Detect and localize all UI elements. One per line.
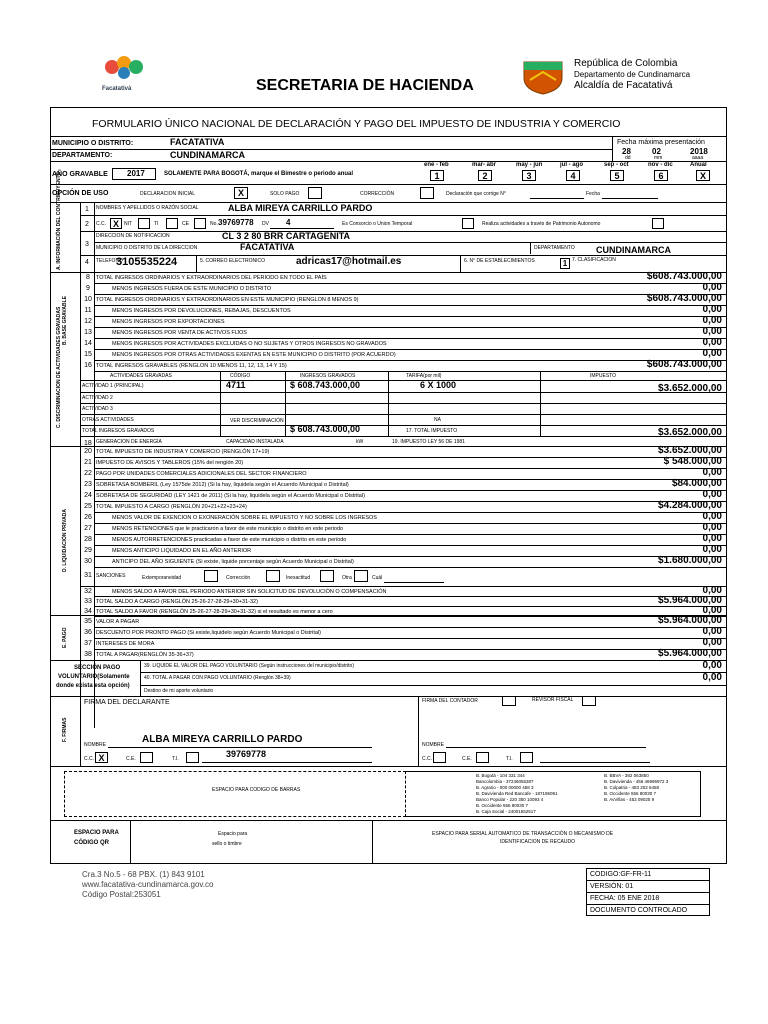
row-10-num: 10	[84, 296, 92, 303]
row-39-label: 39. LIQUIDE EL VALOR DEL PAGO VOLUNTARIO (Según instrucciones del municipio/distrito)	[144, 663, 354, 669]
firma-cc-checkbox[interactable]	[95, 752, 108, 763]
doc-value[interactable]: 39769778	[218, 218, 254, 227]
estab-label: 6. N° DE ESTABLECIMIENTOS	[464, 258, 535, 264]
row-20-label: TOTAL IMPUESTO DE INDUSTRIA Y COMERCIO (RENGLÓN 17+19)	[96, 449, 270, 455]
row-32-num: 32	[84, 588, 92, 595]
header-impuesto: IMPUESTO	[590, 373, 617, 379]
solo-bogota-label: SOLAMENTE PARA BOGOTÁ, marque el Bimestre o periodo anual	[164, 171, 354, 177]
control-codigo: CODIGO:GF-FR-11	[590, 871, 652, 878]
serial-label-2: IDENTIFICACION DE RECAUDO	[500, 839, 576, 845]
period-label-7: Anual	[690, 162, 707, 168]
dd-label: dd	[625, 155, 631, 161]
header-actividades: ACTIVIDADES GRAVADAS	[110, 373, 172, 379]
correccion-label: CORRECCIÓN	[360, 191, 395, 197]
row-34-value[interactable]: 0,00	[702, 605, 722, 616]
banco-item: B. Agrario - 000 00000 458 3	[476, 785, 534, 790]
solo-pago-checkbox[interactable]	[308, 187, 322, 199]
ano-text: 2017	[127, 169, 145, 178]
row-11-num: 11	[84, 307, 92, 314]
row-25-num: 25	[84, 503, 92, 510]
row-18-num: 18	[84, 440, 92, 447]
correccion-sancion-checkbox[interactable]	[266, 570, 280, 582]
row-20-value[interactable]: $3.652.000,00	[658, 445, 722, 456]
row-30-value[interactable]: $1.680.000,00	[658, 555, 722, 566]
period-checkbox-7[interactable]	[696, 170, 710, 181]
row-12-label: MENOS INGRESOS POR EXPORTACIONES	[112, 319, 225, 325]
row-29-num: 29	[84, 547, 92, 554]
logo-text: Facatativá	[102, 86, 132, 92]
nombre-contador-label: NOMBRE	[422, 742, 444, 748]
secretaria-title: SECRETARIA DE HACIENDA	[256, 77, 474, 94]
departamento-value[interactable]: CUNDINAMARCA	[170, 150, 245, 160]
ti-label: TI	[154, 221, 159, 227]
dv-value[interactable]: 4	[286, 218, 291, 227]
period-checkbox-1[interactable]	[430, 170, 444, 181]
period-checkbox-5[interactable]	[610, 170, 624, 181]
row-37-label: INTERESES DE MORA	[96, 641, 155, 647]
row-24-value[interactable]: 0,00	[702, 489, 722, 500]
row-8-label: TOTAL INGRESOS ORDINARIOS Y EXTRAORDINARIOS DEL PERIODO EN TODO EL PAÍS	[96, 275, 327, 281]
row-8-num: 8	[86, 274, 90, 281]
row-22-num: 22	[84, 470, 92, 477]
qr-label-1: ESPACIO PARA	[74, 830, 119, 836]
row-1-num: 1	[85, 206, 89, 213]
period-num-3: 3	[526, 171, 532, 181]
consorcio-label: Es Consorcio o Union Temporal	[342, 221, 413, 227]
row-37-value[interactable]: 0,00	[702, 637, 722, 648]
nit-label: NIT	[124, 221, 133, 227]
patrimonio-checkbox[interactable]	[652, 218, 664, 229]
row-9-num: 9	[86, 285, 90, 292]
departamento-header: Departamento de Cundinamarca	[574, 70, 691, 79]
nombre-firma-label: NOMBRE	[84, 742, 106, 748]
row-35-num: 35	[84, 618, 92, 625]
qr-label-2: CÓDIGO QR	[74, 840, 110, 846]
nit-checkbox[interactable]	[138, 218, 150, 229]
impuesto-ley-label: 19. IMPUESTO LEY 56 DE 1981	[392, 439, 465, 445]
kw-label: kW	[356, 439, 364, 445]
dv-label: DV	[262, 221, 269, 227]
row-23-label: SOBRETASA BOMBERIL (Ley 1575de 2012) (Si la hay, liquidela según el Acuerdo Municipal o Distrital)	[96, 482, 349, 488]
section-b-label: B. BASE GRAVABLE	[62, 296, 68, 345]
section-c-label: C. DISCRIMINACION DE ACTIVIDADES GRAVADAS	[56, 306, 62, 428]
ano-value[interactable]	[112, 168, 156, 180]
row-36-label: DESCUENTO POR PRONTO PAGO (Si existe,liquidelo según Acuerdo Municipal o Distrital)	[96, 630, 321, 636]
row-10-label: TOTAL INGRESOS ORDINARIOS Y EXTRAORDINARIOS EN ESTE MUNICIPIO (RENGLON 8 MENOS 9)	[96, 297, 359, 303]
inicial-mark: X	[237, 188, 244, 198]
row-13-label: MENOS INGRESOS POR VENTA DE ACTIVOS FIJOS	[112, 330, 247, 336]
period-num-7: X	[699, 171, 706, 181]
sello-label-2: sello o timbre	[212, 841, 242, 847]
cc-mark: X	[112, 219, 119, 229]
period-num-6: 6	[658, 171, 664, 181]
ano-label: AÑO GRAVABLE	[52, 171, 108, 178]
footer-address: Cra.3 No.5 - 68 PBX. (1) 843 9101	[82, 870, 205, 879]
row-28-num: 28	[84, 536, 92, 543]
row-34-num: 34	[84, 608, 92, 615]
banco-item: B. Bogotá - 104 331 344	[476, 773, 525, 778]
contador-ce-label: C.E.	[462, 756, 472, 762]
form-title: FORMULARIO ÚNICO NACIONAL DE DECLARACIÓN Y PAGO DEL IMPUESTO DE INDUSTRIA Y COMERCIO	[92, 118, 621, 130]
footer-website[interactable]: www.facatativa-cundinamarca.gov.co	[82, 880, 214, 889]
alcaldia-label: Alcaldía de Facatativá	[574, 80, 673, 91]
section-f-label: F. FIRMAS	[62, 717, 68, 742]
fecha-dd: 28	[622, 147, 631, 156]
row-23-num: 23	[84, 481, 92, 488]
row-33-num: 33	[84, 598, 92, 605]
control-documento: DOCUMENTO CONTROLADO	[590, 907, 688, 914]
extemp-label: Extemporaneidad	[142, 575, 182, 581]
contador-ce-checkbox[interactable]	[476, 752, 489, 763]
banco-item: B. Occidente 556 80030 7	[604, 791, 657, 796]
municipio-value[interactable]: FACATATIVA	[170, 137, 225, 147]
direccion-value[interactable]: CL 3 2 80 BRR CARTAGENITA	[222, 231, 351, 241]
banco-item: B. BBVA - 382 063850	[604, 773, 649, 778]
row-15-label: MENOS INGRESOS POR OTRAS ACTIVIDADES EXENTAS EN ESTE MUNICIPIO O DISTRITO (POR ACUERDO)	[112, 352, 396, 358]
row-16-num: 16	[84, 362, 92, 369]
banco-item: B. Occidente 556 80030 7	[476, 803, 529, 808]
period-checkbox-3[interactable]	[522, 170, 536, 181]
extemp-checkbox[interactable]	[204, 570, 218, 582]
row-22-label: PAGO POR UNIDADES COMERCIALES ADICIONALES DEL SECTOR FINANCIERO	[96, 471, 307, 477]
row-16-value[interactable]: $608.743.000,00	[646, 359, 722, 370]
period-label-4: jul - ago	[560, 162, 583, 168]
period-checkbox-6[interactable]	[654, 170, 668, 181]
row-29-value[interactable]: 0,00	[702, 544, 722, 555]
telefono-value[interactable]: 3105535224	[116, 256, 178, 268]
row-16-label: TOTAL INGRESOS GRAVABLES (RENGLON 10 MENOS 11, 12, 13, 14 Y 15)	[96, 363, 287, 369]
consorcio-checkbox[interactable]	[462, 218, 474, 229]
patrimonio-label: Realiza actividades a través de Patrimonio Autonomo	[482, 221, 601, 227]
section-e-label: E. PAGO	[62, 627, 68, 648]
period-num-1: 1	[434, 171, 440, 181]
row-26-num: 26	[84, 514, 92, 521]
row-11-label: MENOS INGRESOS POR DEVOLUCIONES, REBAJAS, DESCUENTOS	[112, 308, 291, 314]
row-27-value[interactable]: 0,00	[702, 522, 722, 533]
row-25-label: TOTAL IMPUESTO A CARGO (RENGLÓN 20+21+22+23+24)	[96, 504, 247, 510]
row-38-label: TOTAL A PAGAR(RENGLÓN 35-36+37)	[96, 652, 194, 658]
na-label: NA	[434, 417, 441, 423]
contador-cc-label: C.C.	[422, 756, 432, 762]
row-12-num: 12	[84, 318, 92, 325]
control-version: VERSIÓN: 01	[590, 883, 634, 890]
row-14-label: MENOS INGRESOS POR ACTIVIDADES EXCLUIDAS O NO SUJETAS Y OTROS INGRESOS NO GRAVADOS	[112, 341, 387, 347]
depto-label: DEPARTAMENTO	[534, 245, 575, 251]
row-27-label: MENOS RETENCIONES que le practicaron a favor de este municipio o distrito en este periodo	[112, 526, 344, 532]
fecha-aaaa: 2018	[690, 147, 708, 156]
clasif-label: 7. CLASIFICACION	[572, 257, 616, 263]
act3-label: ACTIVIDAD 3	[82, 406, 113, 412]
revisor-checkbox[interactable]	[582, 696, 596, 706]
row-26-value[interactable]: 0,00	[702, 511, 722, 522]
mun-dir-label: MUNICIPIO O DISTRITO DE LA DIRECCION	[96, 245, 198, 251]
row-32-label: MENOS SALDO A FAVOR DEL PERIODO ANTERIOR SIN SOLICITUD DE DEVOLUCIÓN O COMPENSACIÓN	[112, 589, 387, 595]
voluntario-label-3: donde exista esta opción)	[56, 683, 130, 689]
opcion-label: OPCIÓN DE USO	[52, 190, 109, 197]
escudo-icon	[520, 56, 566, 96]
row-10-value[interactable]: $608.743.000,00	[646, 293, 722, 304]
row-24-num: 24	[84, 492, 92, 499]
voluntario-label-1: SECCIÓN PAGO	[74, 665, 121, 671]
capacidad-label: CAPACIDAD INSTALADA	[226, 439, 284, 445]
contador-cc-checkbox[interactable]	[433, 752, 446, 763]
row-29-label: MENOS ANTICIPO LIQUIDADO EN EL AÑO ANTERIOR	[112, 548, 252, 554]
cc-label: C.C.	[96, 221, 106, 227]
ce-checkbox[interactable]	[194, 218, 206, 229]
row-21-num: 21	[84, 459, 92, 466]
act1-impuesto[interactable]: $3.652.000,00	[658, 383, 722, 394]
row-9-label: MENOS INGRESOS FUERA DE ESTE MUNICIPIO O DISTRITO	[112, 286, 272, 292]
row-30-num: 30	[84, 558, 92, 565]
ti-checkbox[interactable]	[166, 218, 178, 229]
row-27-num: 27	[84, 525, 92, 532]
row-40-value[interactable]: 0,00	[702, 672, 722, 683]
row-28-value[interactable]: 0,00	[702, 533, 722, 544]
inicial-label: DECLARACION INICIAL	[140, 191, 196, 197]
depto-value[interactable]: CUNDINAMARCA	[596, 245, 671, 255]
row-34-label: TOTAL SALDO A FAVOR (RENGLÓN 25-26-27-28-29+30+31-32) si el resultado es menor a cero	[96, 609, 333, 615]
period-checkbox-4[interactable]	[566, 170, 580, 181]
row-21-value[interactable]: $ 548.000,00	[663, 456, 722, 467]
banco-item: Banco Popular - 220 350 10093 4	[476, 797, 544, 802]
nombre-firma-value[interactable]: ALBA MIREYA CARRILLO PARDO	[142, 734, 303, 745]
row-13-num: 13	[84, 329, 92, 336]
otra-label: Otra	[342, 575, 352, 581]
period-label-1: ene - feb	[424, 162, 449, 168]
section-d-label: D. LIQUIDACIÓN PRIVADA	[62, 509, 68, 572]
row-4-num: 4	[85, 259, 89, 266]
row-22-value[interactable]: 0,00	[702, 467, 722, 478]
municipio-label: MUNICIPIO O DISTRITO:	[52, 140, 134, 147]
republica-label: República de Colombia	[574, 58, 678, 69]
row-33-label: TOTAL SALDO A CARGO (RENGLÓN 25-26-27-28-29+30+31-32)	[96, 599, 258, 605]
period-label-5: sep - oct	[604, 162, 629, 168]
inicial-checkbox[interactable]	[234, 187, 248, 199]
period-checkbox-2[interactable]	[478, 170, 492, 181]
act1-codigo[interactable]: 4711	[226, 380, 246, 390]
solo-pago-label: SOLO PAGO	[270, 191, 300, 197]
row-39-value[interactable]: 0,00	[702, 660, 722, 671]
row-15-value[interactable]: 0,00	[702, 348, 722, 359]
row-36-value[interactable]: 0,00	[702, 626, 722, 637]
row-14-num: 14	[84, 340, 92, 347]
ver-discriminacion[interactable]: VER DISCRIMINACIÓN	[230, 418, 284, 424]
row-20-num: 20	[84, 448, 92, 455]
firma-contador-label: FIRMA DEL CONTADOR	[422, 698, 478, 704]
row-11-value[interactable]: 0,00	[702, 304, 722, 315]
row-23-value[interactable]: $84.000,00	[671, 478, 722, 489]
estab-text: 1	[562, 259, 568, 268]
section-a-label: A. INFORMACIÓN DEL CONTRIBUYENTE	[56, 172, 62, 270]
banco-item: B. Colpatria - 483 202 6458	[604, 785, 660, 790]
firma-ti-checkbox[interactable]	[186, 752, 199, 763]
period-num-4: 4	[570, 171, 576, 181]
row-13-value[interactable]: 0,00	[702, 326, 722, 337]
row-2-num: 2	[85, 221, 89, 228]
row-38-num: 38	[84, 651, 92, 658]
row-33-value[interactable]: $5.964.000,00	[658, 595, 722, 606]
period-num-2: 2	[482, 171, 488, 181]
period-label-3: may - jun	[516, 162, 543, 168]
correo-value[interactable]: adricas17@hotmail.es	[296, 256, 402, 267]
destino-label: Destino de mi aporte voluntario	[144, 688, 214, 694]
row-8-value[interactable]: $608.743.000,00	[646, 271, 722, 282]
header-codigo: CÓDIGO	[230, 373, 251, 379]
revisor-label: REVISOR FISCAL	[532, 697, 574, 703]
total-ingresos-label: TOTAL INGRESOS GRAVADOS	[82, 428, 155, 434]
fecha-corrige-label: Fecha	[586, 191, 600, 197]
banco-item: B. Davivienda - 456 46995972 3	[604, 779, 669, 784]
act2-label: ACTIVIDAD 2	[82, 395, 113, 401]
barcode-label: ESPACIO PARA CODIGO DE BARRAS	[212, 787, 301, 793]
nombre-label: NOMBRES Y APELLIDOS O RAZÓN SOCIAL	[96, 205, 199, 211]
contador-ti-label: T.I.	[506, 756, 513, 762]
firma-ce-label: C.E.	[126, 756, 136, 762]
row-12-value[interactable]: 0,00	[702, 315, 722, 326]
row-15-num: 15	[84, 351, 92, 358]
header-tarifa: TARIFA(por mil)	[406, 373, 442, 379]
serial-label-1: ESPACIO PARA SERIAL AUTOMATICO DE TRANSACCIÓN O MECANISMO DE	[432, 831, 614, 837]
firma-ce-checkbox[interactable]	[140, 752, 153, 763]
row-21-label: IMPUESTO DE AVISOS Y TABLEROS (15% del rengión 20)	[96, 460, 244, 466]
otras-label: OTRAS ACTIVIDADES	[82, 417, 134, 423]
fecha-max-label: Fecha máxima presentación	[617, 139, 705, 146]
banco-item: B. Caja Social - 24001552517	[476, 809, 536, 814]
correo-label: 5. CORREO ELECTRONICO	[200, 258, 266, 264]
act1-label: ACTIVIDAD 1 (PRINCIPAL)	[82, 383, 144, 389]
estab-value[interactable]	[560, 258, 570, 269]
inexactitud-checkbox[interactable]	[320, 570, 334, 582]
fecha-mm: 02	[652, 147, 661, 156]
departamento-label: DEPARTAMENTO:	[52, 152, 113, 159]
cual-label: Cuál	[372, 575, 383, 581]
correccion-sancion-label: Corrección	[226, 575, 251, 581]
period-label-6: nov - dic	[648, 162, 673, 168]
correccion-checkbox[interactable]	[420, 187, 434, 199]
row-40-label: 40. TOTAL A PAGAR CON PAGO VOLUNTARIO (Renglón 38+39)	[144, 675, 291, 681]
period-num-5: 5	[614, 171, 620, 181]
sanciones-label: SANCIONES	[96, 573, 126, 579]
total-ingresos-value[interactable]: $ 608.743.000,00	[290, 424, 361, 434]
control-fecha: FECHA: 05 ENE 2018	[590, 895, 660, 902]
header-ingresos: INGRESOS GRAVADOS	[300, 373, 356, 379]
corrige-label: Declaración que corrige N°	[446, 191, 506, 197]
inexactitud-label: Inexactitud	[286, 575, 311, 581]
mm-label: mm	[654, 155, 663, 161]
row-31-num: 31	[84, 572, 92, 579]
period-label-2: mar- abr	[472, 162, 497, 168]
row-14-value[interactable]: 0,00	[702, 337, 722, 348]
barcode-box	[64, 771, 406, 817]
row-26-label: MENOS VALOR DE EXENCION O EXONERACIÓN SOBRE EL IMPUESTO Y NO SOBRE LOS INGRESOS	[112, 515, 377, 521]
firma-declarante-label: FIRMA DEL DECLARANTE	[84, 699, 170, 706]
row-32-value[interactable]: 0,00	[702, 585, 722, 596]
row-25-value[interactable]: $4.284.000,00	[658, 500, 722, 511]
row-37-num: 37	[84, 640, 92, 647]
row-36-num: 36	[84, 629, 92, 636]
banco-item: B. Davivienda Red Bancafe - 187195091	[476, 791, 558, 796]
row-28-label: MENOS AUTORRETENCIONES practicadas a favor de este municipio o distrito en este periodo	[112, 537, 347, 543]
firma-cc-mark: X	[98, 753, 105, 763]
nombre-value[interactable]: ALBA MIREYA CARRILLO PARDO	[228, 203, 373, 213]
no-label: No.	[210, 221, 218, 227]
firma-cc-label: C.C.	[84, 756, 94, 762]
voluntario-label-2: VOLUNTARIO(Solamente	[58, 674, 130, 680]
total-impuesto-label: 17. TOTAL IMPUESTO	[406, 428, 458, 434]
firma-doc-value[interactable]: 39769778	[226, 749, 267, 759]
row-30-label: ANTICIPO DEL AÑO SIGUIENTE (Si existe, liquide porcentaje según Acuerdo Municipal o Distrital)	[112, 559, 354, 565]
banco-item: B. AvVillas - 453 09025 9	[604, 797, 655, 802]
sello-label-1: Espacio para	[218, 831, 248, 837]
ce-label: CE	[182, 221, 189, 227]
contador-checkbox[interactable]	[502, 696, 516, 706]
banco-item: Bancolombia - 37246055387	[476, 779, 534, 784]
row-38-value[interactable]: $5.964.000,00	[658, 648, 722, 659]
act1-tarifa[interactable]: 6 X 1000	[420, 380, 457, 390]
row-9-value[interactable]: 0,00	[702, 282, 722, 293]
telefono-label: TELEFONO	[96, 258, 123, 264]
row-35-value[interactable]: $5.964.000,00	[658, 615, 722, 626]
energia-label: GENERACION DE ENERGÍA	[96, 439, 162, 445]
total-impuesto-value[interactable]: $3.652.000,00	[658, 427, 722, 438]
cc-checkbox[interactable]	[110, 218, 122, 229]
footer-postal: Código Postal:253051	[82, 890, 161, 899]
row-3-num: 3	[85, 241, 89, 248]
act1-ingresos[interactable]: $ 608.743.000,00	[290, 380, 361, 390]
direccion-label: DIRECCION DE NOTIFICACION	[96, 233, 170, 239]
aaaa-label: aaaa	[692, 155, 704, 161]
mun-dir-value[interactable]: FACATATIVA	[240, 242, 295, 252]
contador-ti-checkbox[interactable]	[520, 752, 533, 763]
row-35-label: VALOR A PAGAR	[96, 619, 140, 625]
otra-checkbox[interactable]	[354, 570, 368, 582]
firma-ti-label: T.I.	[172, 756, 179, 762]
row-24-label: SOBRETASA DE SEGURIDAD (LEY 1421 de 2011) (Si la hay, liquidela según el Acuerdo Municipal o Distrital)	[96, 493, 365, 499]
